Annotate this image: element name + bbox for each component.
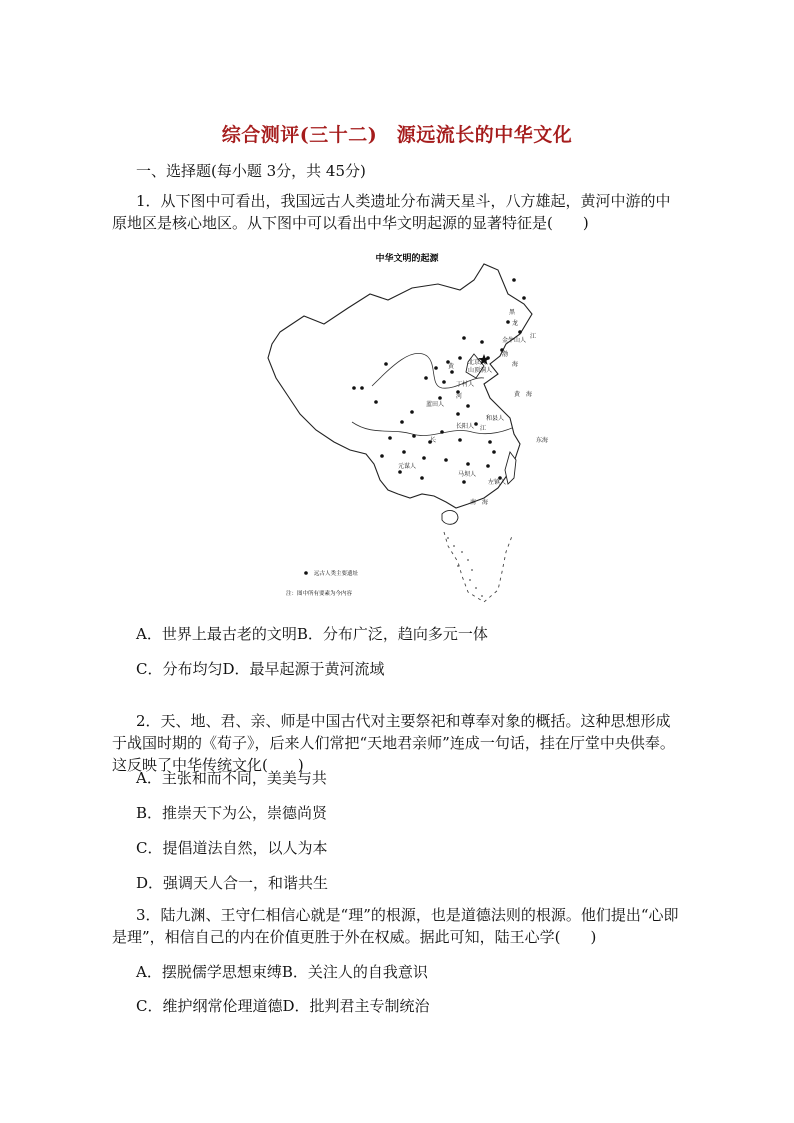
label-bo: 渤	[502, 351, 509, 358]
taiwan-island	[505, 452, 516, 484]
section-heading: 一、选择题(每小题 3分，共 45分)	[136, 162, 366, 180]
q2-option-d: D．强调天人合一，和谐共生	[136, 874, 329, 892]
label-he: 河	[456, 393, 463, 400]
label-maba: 马坝人	[458, 471, 477, 478]
q2-option-c: C．提倡道法自然，以人为本	[136, 839, 328, 857]
q1-option-row-2: C．分布均匀D．最早起源于黄河流域	[136, 660, 385, 678]
q1-option-row-1: A．世界上最古老的文明B．分布广泛，趋向多元一体	[136, 625, 488, 643]
question-2-stem: 2．天、地、君、亲、师是中国古代对主要祭祀和尊奉对象的概括。这种思想形成于战国时期的《荀子》，后来人们常把“天地君亲师”连成一句话，挂在厅堂中央供奉。这反映了中华传统文化( )	[112, 712, 675, 774]
question-1-stem: 1．从下图中可看出，我国远古人类遗址分布满天星斗，八方雄起，黄河中游的中原地区是核心地区。从下图中可以看出中华文明起源的显著特征是( )	[112, 192, 671, 232]
label-beijing: 北京人	[468, 359, 487, 366]
label-huang: 黄	[448, 363, 455, 370]
yangtze-river	[352, 422, 512, 436]
map-labels	[398, 308, 548, 506]
nine-dash-line	[444, 532, 512, 602]
label-jiang-2: 江	[480, 425, 487, 432]
label-jinniushan: 金牛山人	[502, 337, 527, 344]
label-huanghai: 黄 海	[514, 391, 533, 398]
label-yuanmou: 元谋人	[398, 463, 417, 470]
question-3-stem: 3．陆九渊、王守仁相信心就是“理”的根源，也是道德法则的根源。他们提出“心即是理”，相信自己的内在价值更胜于外在权威。据此可知，陆王心学( )	[112, 906, 679, 946]
map-note: 注：图中所有要素为今内容	[286, 591, 353, 597]
south-sea-islands	[447, 537, 483, 597]
q3-option-row-2: C．维护纲常伦理道德D．批判君主专制统治	[136, 997, 430, 1015]
label-dingcun: 丁村人	[456, 381, 475, 388]
map-title: 中华文明的起源	[375, 254, 439, 264]
label-shanding: 山顶洞人	[468, 367, 493, 374]
q2-option-a: A．主张和而不同，美美与共	[136, 769, 327, 787]
label-jiang-1: 江	[530, 333, 537, 340]
label-hexian: 和县人	[486, 415, 505, 422]
label-chang: 长	[430, 437, 437, 444]
china-map-figure	[262, 246, 552, 608]
bohai-coast	[466, 354, 487, 378]
label-nanhai: 南 海	[470, 499, 489, 506]
label-zuozhen: 左镇人	[488, 479, 507, 486]
q2-option-b: B．推崇天下为公，崇德尚贤	[136, 804, 328, 822]
label-lantian: 蓝田人	[426, 401, 445, 408]
hainan-island	[442, 511, 458, 525]
legend-dot	[304, 571, 308, 575]
page-title: 综合测评(三十二) 源远流长的中华文化	[221, 124, 573, 146]
label-long: 龙	[512, 320, 519, 327]
q3-option-row-1: A．摆脱儒学思想束缚B．关注人的自我意识	[136, 963, 428, 981]
label-changyang: 长阳人	[456, 423, 475, 430]
label-donghai: 东海	[536, 437, 549, 444]
map-legend: 远古人类主要遗址	[314, 571, 359, 577]
site-markers	[352, 278, 526, 484]
label-hai-1: 海	[512, 361, 519, 368]
label-hei: 黑	[509, 309, 516, 316]
